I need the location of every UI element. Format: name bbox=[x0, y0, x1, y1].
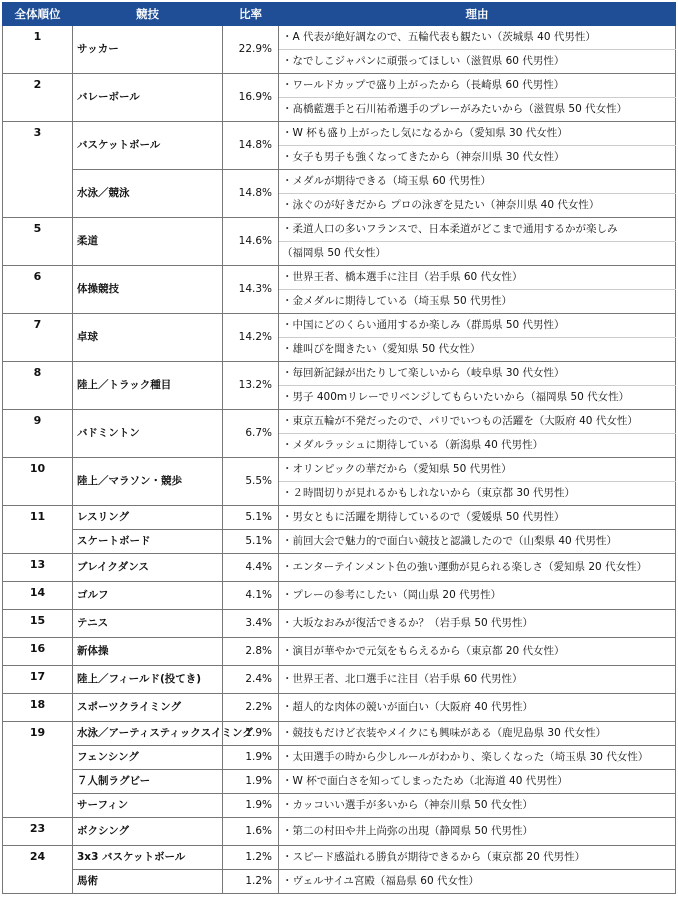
ratio-cell: 1.9% bbox=[223, 722, 279, 746]
reason-cell: ・柔道人口の多いフランスで、日本柔道がどこまで通用するかが楽しみ bbox=[279, 218, 676, 242]
rank-cell: 17 bbox=[3, 666, 73, 694]
table-row bbox=[3, 694, 676, 722]
ratio-cell: 14.2% bbox=[223, 314, 279, 362]
sport-cell: サーフィン bbox=[73, 794, 223, 818]
reason-cell: ・男子 400mリレーでリベンジしてもらいたいから（福岡県 50 代女性） bbox=[279, 386, 676, 410]
sport-cell: 柔道 bbox=[73, 218, 223, 266]
rank-cell: 10 bbox=[3, 458, 73, 506]
sport-cell: 新体操 bbox=[73, 638, 223, 666]
header-row bbox=[3, 3, 676, 26]
rank-cell: 9 bbox=[3, 410, 73, 458]
reason-cell: ・なでしこジャパンに頑張ってほしい（滋賀県 60 代男性） bbox=[279, 50, 676, 74]
sport-cell: レスリング bbox=[73, 506, 223, 530]
table-row bbox=[3, 870, 676, 894]
header-ratio: 比率 bbox=[223, 3, 279, 26]
table-row bbox=[3, 770, 676, 794]
reason-cell: ・ワールドカップで盛り上がったから（長崎県 60 代男性） bbox=[279, 74, 676, 98]
sport-cell: スケートボード bbox=[73, 530, 223, 554]
table-row bbox=[3, 362, 676, 386]
header-rank: 全体順位 bbox=[3, 3, 73, 26]
ratio-cell: 6.7% bbox=[223, 410, 279, 458]
rank-cell: 16 bbox=[3, 638, 73, 666]
rank-cell: 3 bbox=[3, 122, 73, 218]
reason-cell: ・プレーの参考にしたい（岡山県 20 代男性） bbox=[279, 582, 676, 610]
table-row bbox=[3, 722, 676, 746]
sport-cell: 卓球 bbox=[73, 314, 223, 362]
sport-cell: フェンシング bbox=[73, 746, 223, 770]
sport-cell: 水泳／競泳 bbox=[73, 170, 223, 218]
rank-cell: 1 bbox=[3, 26, 73, 74]
table-row bbox=[3, 582, 676, 610]
reason-cell: ・毎回新記録が出たりして楽しいから（岐阜県 30 代女性） bbox=[279, 362, 676, 386]
sport-cell: バスケットボール bbox=[73, 122, 223, 170]
table-row bbox=[3, 530, 676, 554]
table-row bbox=[3, 314, 676, 338]
sport-cell: 陸上／トラック種目 bbox=[73, 362, 223, 410]
reason-cell: ・女子も男子も強くなってきたから（神奈川県 30 代女性） bbox=[279, 146, 676, 170]
ratio-cell: 1.6% bbox=[223, 818, 279, 846]
rank-cell: 7 bbox=[3, 314, 73, 362]
rank-cell: 14 bbox=[3, 582, 73, 610]
table-row bbox=[3, 26, 676, 50]
ratio-cell: 1.2% bbox=[223, 846, 279, 870]
ratio-cell: 2.8% bbox=[223, 638, 279, 666]
reason-cell: ・髙橋藍選手と石川祐希選手のプレーがみたいから（滋賀県 50 代女性） bbox=[279, 98, 676, 122]
sport-cell: ７人制ラグビー bbox=[73, 770, 223, 794]
table-row bbox=[3, 266, 676, 290]
ratio-cell: 16.9% bbox=[223, 74, 279, 122]
table-row bbox=[3, 410, 676, 434]
reason-cell: ・世界王者、北口選手に注目（岩手県 60 代男性） bbox=[279, 666, 676, 694]
table-row bbox=[3, 666, 676, 694]
sport-cell: スポーツクライミング bbox=[73, 694, 223, 722]
ratio-cell: 4.1% bbox=[223, 582, 279, 610]
reason-cell: ・W 杯で面白さを知ってしまったため（北海道 40 代男性） bbox=[279, 770, 676, 794]
reason-cell: ・超人的な肉体の競いが面白い（大阪府 40 代男性） bbox=[279, 694, 676, 722]
table-row bbox=[3, 818, 676, 846]
reason-cell: ・A 代表が絶好調なので、五輪代表も観たい（茨城県 40 代男性） bbox=[279, 26, 676, 50]
rank-cell: 2 bbox=[3, 74, 73, 122]
reason-cell: ・世界王者、橋本選手に注目（岩手県 60 代女性） bbox=[279, 266, 676, 290]
sport-cell: 陸上／マラソン・競歩 bbox=[73, 458, 223, 506]
table-row bbox=[3, 794, 676, 818]
table-row bbox=[3, 746, 676, 770]
sport-cell: 馬術 bbox=[73, 870, 223, 894]
table-row bbox=[3, 610, 676, 638]
ratio-cell: 14.3% bbox=[223, 266, 279, 314]
table-row bbox=[3, 554, 676, 582]
reason-cell: ・太田選手の時から少しルールがわかり、楽しくなった（埼玉県 30 代女性） bbox=[279, 746, 676, 770]
sport-cell: バドミントン bbox=[73, 410, 223, 458]
reason-cell: ・前回大会で魅力的で面白い競技と認識したので（山梨県 40 代男性） bbox=[279, 530, 676, 554]
sport-cell: 3x3 バスケットボール bbox=[73, 846, 223, 870]
header-reason: 理由 bbox=[279, 3, 676, 26]
sport-cell: 陸上／フィールド(投てき) bbox=[73, 666, 223, 694]
reason-cell: ・男女ともに活躍を期待しているので（愛媛県 50 代男性） bbox=[279, 506, 676, 530]
reason-cell: ・メダルラッシュに期待している（新潟県 40 代男性） bbox=[279, 434, 676, 458]
reason-cell: ・第二の村田や井上尚弥の出現（静岡県 50 代男性） bbox=[279, 818, 676, 846]
reason-cell: ・メダルが期待できる（埼玉県 60 代男性） bbox=[279, 170, 676, 194]
reason-cell: ・ヴェルサイユ宮殿（福島県 60 代女性） bbox=[279, 870, 676, 894]
ratio-cell: 2.2% bbox=[223, 694, 279, 722]
reason-cell: ・オリンピックの華だから（愛知県 50 代男性） bbox=[279, 458, 676, 482]
reason-cell: ・スピード感溢れる勝負が期待できるから（東京都 20 代男性） bbox=[279, 846, 676, 870]
ratio-cell: 14.6% bbox=[223, 218, 279, 266]
reason-cell: ・W 杯も盛り上がったし気になるから（愛知県 30 代女性） bbox=[279, 122, 676, 146]
reason-cell: ・２時間切りが見れるかもしれないから（東京都 30 代男性） bbox=[279, 482, 676, 506]
sport-cell: サッカー bbox=[73, 26, 223, 74]
ratio-cell: 4.4% bbox=[223, 554, 279, 582]
reason-cell: ・泳ぐのが好きだから プロの泳ぎを見たい（神奈川県 40 代女性） bbox=[279, 194, 676, 218]
sport-cell: 水泳／アーティスティックスイミング bbox=[73, 722, 223, 746]
reason-cell: ・演目が華やかで元気をもらえるから（東京都 20 代女性） bbox=[279, 638, 676, 666]
ratio-cell: 22.9% bbox=[223, 26, 279, 74]
sport-cell: ブレイクダンス bbox=[73, 554, 223, 582]
ratio-cell: 2.4% bbox=[223, 666, 279, 694]
ratio-cell: 5.5% bbox=[223, 458, 279, 506]
reason-cell: （福岡県 50 代女性） bbox=[279, 242, 676, 266]
table-row bbox=[3, 170, 676, 194]
table-row bbox=[3, 122, 676, 146]
rank-cell: 5 bbox=[3, 218, 73, 266]
table-row bbox=[3, 458, 676, 482]
reason-cell: ・金メダルに期待している（埼玉県 50 代男性） bbox=[279, 290, 676, 314]
ratio-cell: 1.2% bbox=[223, 870, 279, 894]
reason-cell: ・大坂なおみが復活できるか？（岩手県 50 代男性） bbox=[279, 610, 676, 638]
table-row bbox=[3, 74, 676, 98]
sport-cell: バレーボール bbox=[73, 74, 223, 122]
ratio-cell: 5.1% bbox=[223, 530, 279, 554]
rank-cell: 24 bbox=[3, 846, 73, 894]
rank-cell: 13 bbox=[3, 554, 73, 582]
table-row bbox=[3, 506, 676, 530]
reason-cell: ・エンターテインメント色の強い運動が見られる楽しさ（愛知県 20 代女性） bbox=[279, 554, 676, 582]
reason-cell: ・東京五輪が不発だったので、パリでいつもの活躍を（大阪府 40 代女性） bbox=[279, 410, 676, 434]
rank-cell: 18 bbox=[3, 694, 73, 722]
rank-cell: 11 bbox=[3, 506, 73, 554]
table-row bbox=[3, 846, 676, 870]
table-row bbox=[3, 218, 676, 242]
reason-cell: ・雄叫びを聞きたい（愛知県 50 代女性） bbox=[279, 338, 676, 362]
sport-cell: ボクシング bbox=[73, 818, 223, 846]
table-row bbox=[3, 638, 676, 666]
ratio-cell: 3.4% bbox=[223, 610, 279, 638]
ratio-cell: 1.9% bbox=[223, 794, 279, 818]
rank-cell: 15 bbox=[3, 610, 73, 638]
sport-cell: 体操競技 bbox=[73, 266, 223, 314]
header-sport: 競技 bbox=[73, 3, 223, 26]
sport-cell: テニス bbox=[73, 610, 223, 638]
sport-cell: ゴルフ bbox=[73, 582, 223, 610]
ratio-cell: 1.9% bbox=[223, 746, 279, 770]
ratio-cell: 5.1% bbox=[223, 506, 279, 530]
ratio-cell: 1.9% bbox=[223, 770, 279, 794]
reason-cell: ・中国にどのくらい通用するか楽しみ（群馬県 50 代男性） bbox=[279, 314, 676, 338]
ratio-cell: 14.8% bbox=[223, 122, 279, 170]
rank-cell: 8 bbox=[3, 362, 73, 410]
rank-cell: 23 bbox=[3, 818, 73, 846]
ranking-table bbox=[2, 2, 676, 894]
reason-cell: ・カッコいい選手が多いから（神奈川県 50 代女性） bbox=[279, 794, 676, 818]
ratio-cell: 14.8% bbox=[223, 170, 279, 218]
rank-cell: 19 bbox=[3, 722, 73, 818]
reason-cell: ・競技もだけど衣装やメイクにも興味がある（鹿児島県 30 代女性） bbox=[279, 722, 676, 746]
ratio-cell: 13.2% bbox=[223, 362, 279, 410]
rank-cell: 6 bbox=[3, 266, 73, 314]
